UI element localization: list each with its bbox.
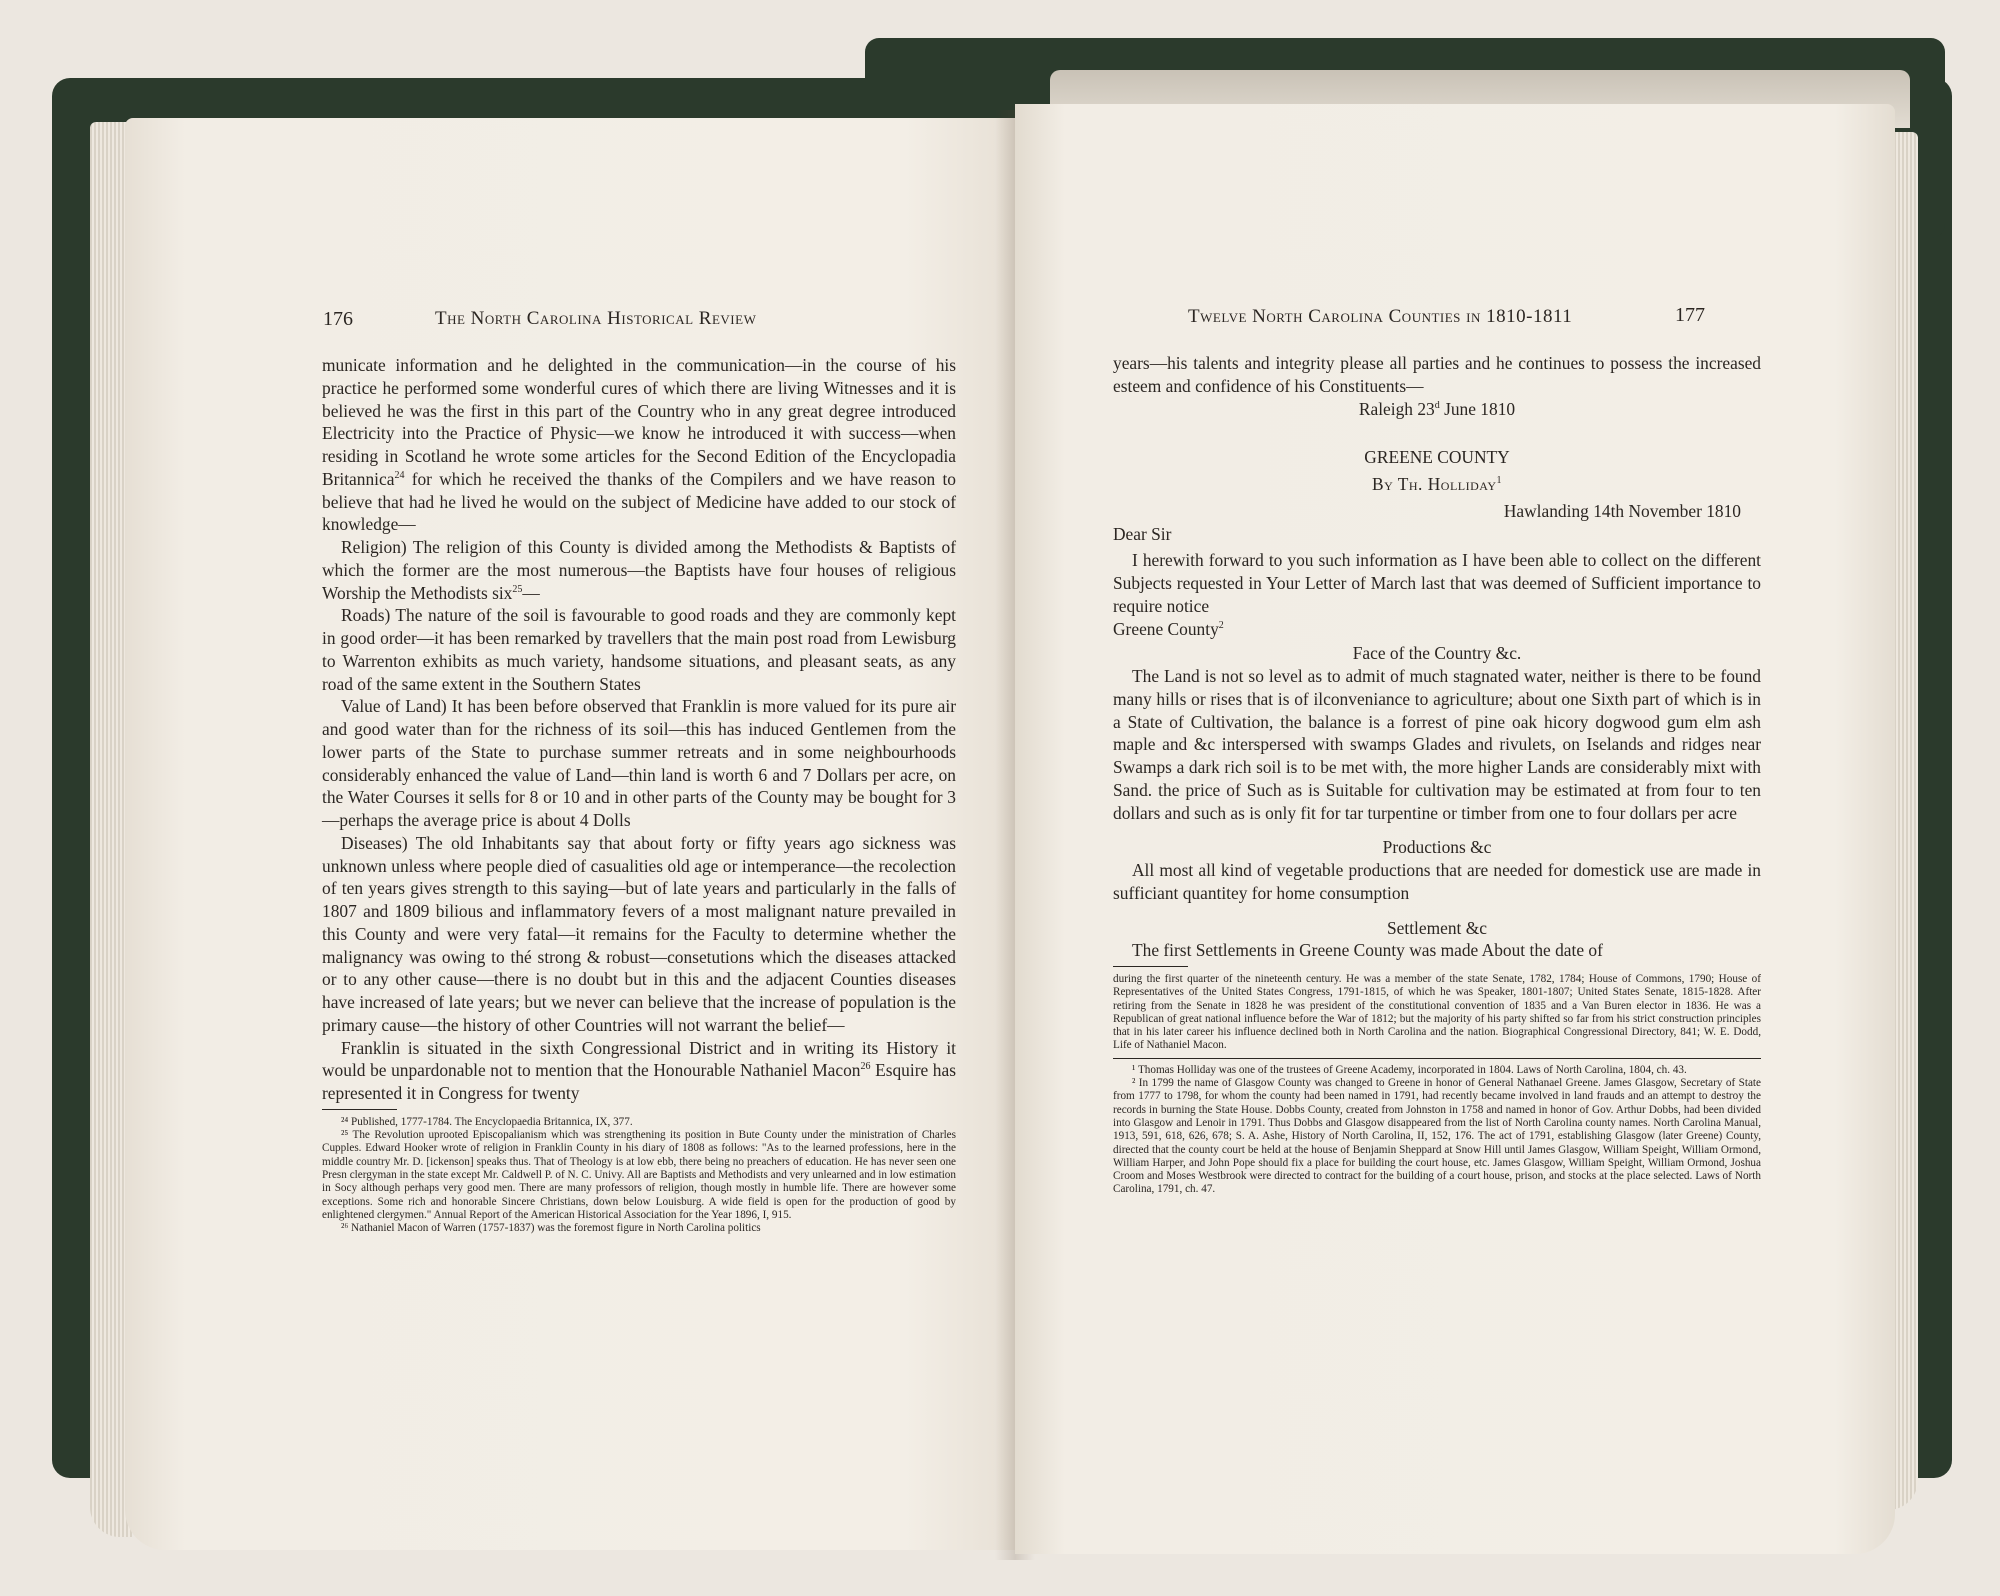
page-number: 176 bbox=[323, 308, 353, 330]
footnote: ² In 1799 the name of Glasgow County was changed to Greene in honor of General Nathanael Greene. James Glasgow, Secretary of State from 1777 to 1798, for whom the county had been named in 1791, had recently became involved in land frauds and an attempt to destroy the records in burning the State House. Dobbs County, created from Johnston in 1758 and named in honor of Gov. Arthur Dobbs, had been divided into Glasgow and Lenoir in 1791. Thus Dobbs and Glasgow disappeared from the list of North Carolina county names. North Carolina Manual, 1913, 591, 618, 626, 678; S. A. Ashe, History of North Carolina, II, 152, 176. The act of 1791, establishing Glasgow (later Greene) County, directed that the county court be held at the house of Benjamin Sheppard at Snow Hill until James Glasgow, William Speight, William Ormond, William Harper, and John Pope should fix a place for building the court house, etc. James Glasgow, William Speight, William Ormond, Joshua Croom and Moses Westbrook were directed to contract for the building of a court house, prison, and stocks at the place selected. Laws of North Carolina, 1791, ch. 47. bbox=[1113, 1077, 1761, 1196]
footnote-rule bbox=[1113, 966, 1188, 967]
county-line: Greene County$^2$ bbox=[1113, 618, 1224, 639]
right-body-text bbox=[1113, 352, 1761, 1197]
footnote-rule bbox=[322, 1109, 397, 1110]
paragraph: Diseases) The old Inhabitants say that about forty or fifty years ago sickness was unknown unless where people died of casualities old age or intemperance—the recolection of ten years gives strength to this saying—but of late years and particularly in the falls of 1807 and 1809 bilious and inflammatory fevers of a most malignant nature prevailed in this County and were very fatal—it remains for the Faculty to determine whether the malignancy was owing to thé strong & robust—consetutions which the diseases attacked or to any other cause—there is no doubt but in this and the adjacent Counties diseases have increased of late years; but we never can believe that the increase of population is the primary cause—the history of other Countries will not warrant the belief— bbox=[322, 832, 956, 1035]
paragraph: years—his talents and integrity please all parties and he continues to possess the increased esteem and confidence of his Constituents— bbox=[1113, 353, 1761, 396]
paragraph: municate information and he delighted in the communication—in the course of his practice he performed some wonderful cures of which there are living Witnesses and it is believed he was the first in this part of the Country who in any great degree introduced Electricity into the Practice of Physic—we know he introduced it with success—when residing in Scotland he wrote some articles for the Second Edition of the Encyclopadia Britannica$^{24}$ for which he received the thanks of the Compilers and we have reason to believe that had he lived he would on the subject of Medicine have added to our stock of knowledge— bbox=[322, 355, 956, 535]
footnote-continuation: during the first quarter of the nineteenth century. He was a member of the state Senate, 1782, 1784; House of Commons, 1790; House of Representatives of the United States Congress, 1791-1815, of which he was Speaker, 1801-1807; United States Senate, 1815-1828. After retiring from the Senate in 1828 he was president of the constitutional convention of 1835 and a Van Buren elector in 1836. He was a Republican of great national influence before the War of 1812; but the majority of his party shifted so far from his strict construction principles that in his later career his influence declined both in North Carolina and the nation. Biographical Congressional Directory, 841; W. E. Dodd, Life of Nathaniel Macon. bbox=[1113, 973, 1761, 1052]
letter-date: Hawlanding 14th November 1810 bbox=[1503, 500, 1741, 521]
footnote: ²⁵ The Revolution uprooted Episcopalianism which was strengthening its position in Bute County under the ministration of Charles Cupples. Edward Hooker wrote of religion in Franklin County in his diary of 1808 as follows: "As to the learned professions, here in the middle country Mr. D. [ickenson] speaks thus. That of Theology is at low ebb, there being no preachers of education. He has never seen one Presn clergyman in the state except Mr. Caldwell P. of N. C. Univy. All are Baptists and Methodists and very unlearned and in low estimation in Socy although perhaps very good men. There are many professors of religion, though mostly in humble life. There are however some exceptions. Some rich and honorable Sincere Christians, down below Louisburg. A wide field is open for the production of good by enlightened clergymen." Annual Report of the American Historical Association for the Year 1896, I, 915. bbox=[322, 1129, 956, 1221]
paragraph: Religion) The religion of this County is divided among the Methodists & Baptists of which the former are the most numerous—the Baptists have four houses of religious Worship the Methodists six$^{25}$— bbox=[322, 537, 956, 603]
left-footnotes bbox=[322, 1116, 956, 1236]
page-number: 177 bbox=[1675, 304, 1705, 326]
footnote: ²⁴ Published, 1777-1784. The Encyclopaedia Britannica, IX, 377. bbox=[341, 1115, 633, 1128]
running-head: The North Carolina Historical Review bbox=[435, 308, 757, 329]
section-title: GREENE COUNTY bbox=[1364, 447, 1510, 468]
dateline: Raleigh 23$^d$ June 1810 bbox=[1358, 398, 1516, 419]
paragraph: Value of Land) It has been before observed that Franklin is more valued for its pure air and good water than for the richness of its soil—this has induced Gentlemen from the lower parts of the State to purchase summer retreats and in some neighbourhoods considerably enhanced the value of Land—thin land is worth 6 and 7 Dollars per acre, on the Water Courses it sells for 8 or 10 and in other parts of the County may be bought for 3—perhaps the average price is about 4 Dolls bbox=[322, 696, 956, 830]
paragraph: All most all kind of vegetable productions that are needed for domestick use are made in sufficiant quantitey for home consumption bbox=[1113, 860, 1761, 903]
running-head: Twelve North Carolina Counties in 1810-1811 bbox=[1188, 306, 1573, 327]
paragraph: Roads) The nature of the soil is favourable to good roads and they are commonly kept in good order—it has been remarked by travellers that the main post road from Lewisburg to Warrenton exhibits as much variety, handsome situations, and pleasant seats, as any road of the same extent in the Southern States bbox=[322, 605, 956, 694]
footnote: ²⁶ Nathaniel Macon of Warren (1757-1837) was the foremost figure in North Carolina politics bbox=[341, 1222, 761, 1235]
right-page bbox=[1015, 104, 1895, 1554]
salutation: Dear Sir bbox=[1113, 523, 1172, 544]
paragraph: The first Settlements in Greene County was made About the date of bbox=[1132, 940, 1603, 961]
left-page bbox=[125, 118, 1015, 1550]
paragraph: Franklin is situated in the sixth Congressional District and in writing its History it would be unpardonable not to mention that the Honourable Nathaniel Macon$^{26}$ Esquire has represented it in Congress for twenty bbox=[322, 1037, 956, 1103]
right-page-header bbox=[1675, 304, 1705, 327]
right-footnotes bbox=[1113, 973, 1761, 1197]
paragraph: The Land is not so level as to admit of much stagnated water, neither is there to be found many hills or rises that is of ilconveniance to agriculture; about one Sixth part of which is in a State of Cultivation, the balance is a forrest of pine oak hicory dogwood gum elm ash maple and &c interspersed with swamps Glades and rivulets, on Iselands and ridges near Swamps a dark rich soil is to be met with, the more higher Lands are considerably mixt with Sand. the price of Such as is Suitable for cultivation may be estimated at from four to ten dollars and such as is only fit for tar turpentine or timber from one to four dollars per acre bbox=[1113, 666, 1761, 823]
section-heading: Productions &c bbox=[1382, 837, 1492, 858]
footnote: ¹ Thomas Holliday was one of the trustees of Greene Academy, incorporated in 1804. Laws of North Carolina, 1804, ch. 43. bbox=[1132, 1063, 1687, 1076]
paragraph: I herewith forward to you such information as I have been able to collect on the different Subjects requested in Your Letter of March last that was deemed of Sufficient importance to require notice bbox=[1113, 550, 1761, 616]
section-heading: Face of the Country &c. bbox=[1352, 643, 1522, 664]
byline: By Th. Holliday$^1$ bbox=[1371, 474, 1503, 494]
section-heading: Settlement &c bbox=[1387, 917, 1487, 938]
footnote-divider bbox=[1113, 1058, 1761, 1059]
left-page-header bbox=[323, 308, 353, 331]
left-body-text bbox=[322, 354, 956, 1235]
